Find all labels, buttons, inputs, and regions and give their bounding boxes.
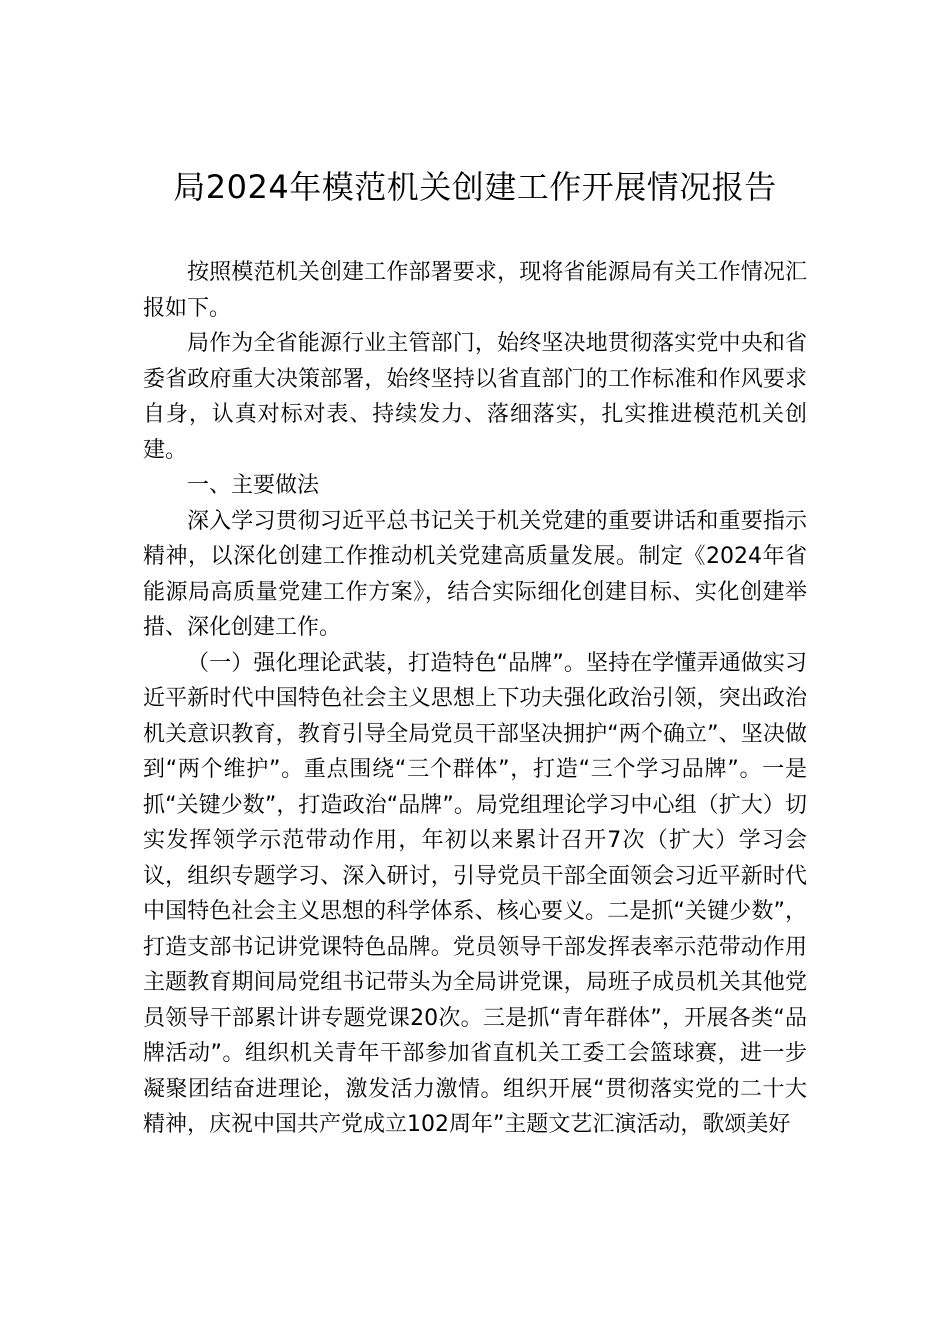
paragraph-intro: 按照模范机关创建工作部署要求，现将省能源局有关工作情况汇报如下。 (143, 260, 807, 321)
section-heading-main-practices: 一、主要做法 (187, 473, 320, 498)
paragraph-party-building: 深入学习贯彻习近平总书记关于机关党建的重要讲话和重要指示精神，以深化创建工作推动机关党建高质量发展。制定《2024年省能源局高质量党建工作方案》，结合实际细化创建目标、实化创建举措、深化创建工作。 (143, 508, 807, 640)
document-title: 局2024年模范机关创建工作开展情况报告 (173, 168, 777, 206)
document-body (143, 255, 807, 1143)
paragraph-theory-brand: （一）强化理论武装，打造特色“品牌”。坚持在学懂弄通做实习近平新时代中国特色社会主义思想上下功夫强化政治引领，突出政治机关意识教育，教育引导全局党员干部坚决拥护“两个确立”、坚决做到“两个维护”。重点围绕“三个群体”，打造“三个学习品牌”。一是抓“关键少数”，打造政治“品牌”。局党组理论学习中心组（扩大）切实发挥领学示范带动作用，年初以来累计召开7次（扩大）学习会议，组织专题学习、深入研讨，引导党员干部全面领会习近平新时代中国特色社会主义思想的科学体系、核心要义。二是抓“关键少数”，打造支部书记讲党课特色品牌。党员领导干部发挥表率示范带动作用主题教育期间局党组书记带头为全局讲党课，局班子成员机关其他党员领导干部累计讲专题党课20次。三是抓“青年群体”，开展各类“品牌活动”。组织机关青年干部参加省直机关工委工会篮球赛，进一步凝聚团结奋进理论，激发活力激情。组织开展“贯彻落实党的二十大精神，庆祝中国共产党成立102周年”主题文艺汇演活动，歌颂美好 (143, 650, 807, 1137)
paragraph-overview: 局作为全省能源行业主管部门，始终坚决地贯彻落实党中央和省委省政府重大决策部署，始终坚持以省直部门的工作标准和作风要求自身，认真对标对表、持续发力、落细落实，扎实推进模范机关创建。 (143, 331, 807, 463)
